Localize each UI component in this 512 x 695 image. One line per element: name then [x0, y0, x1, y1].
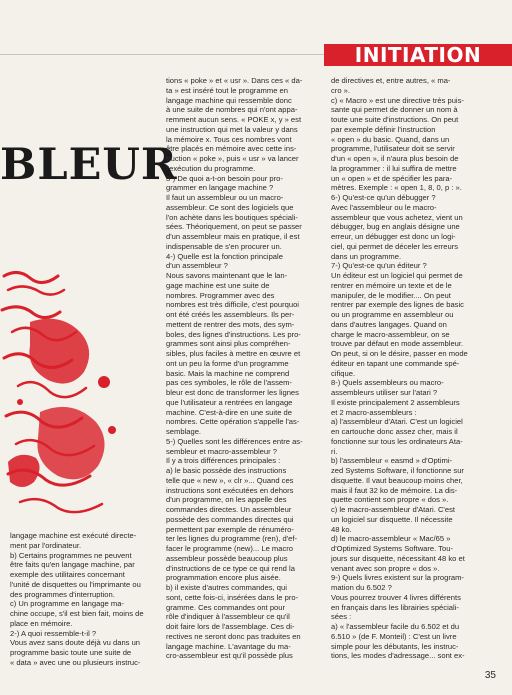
text-column-right: de directives et, entre autres, « ma- cro ». c) « Macro » est une directive très puis- sante qui permet de donner un nom à toute une suite d'instructions. On peut par exemple définir l'instruction « open » du basic. Quand, dans un programme, l'utilisateur doit se servir d'un « open », il n'aura plus besoin de la programmer : il lui suffira de mettre un « open » et de spécifier les para- mètres. Exemple : « open 1, 8, 0, p : ». 6-) Qu'est-ce qu'un débugger ? Avec l'assembleur ou le macro- assembleur que vous achetez, vient un débugger, bug en anglais désigne une erreur, un débugger est donc un logi- ciel, qui permet de déceler les erreurs dans un programme. 7-) Qu'est-ce qu'un éditeur ? Un éditeur est un logiciel qui permet de rentrer en mémoire un texte et de le manipuler, de le modifier.... On peut rentrer par exemple des lignes de basic ou un programme en assembleur ou dans d'autres langages. Quand on charge le macro-assembleur, on se trouve par défaut en mode assembleur. On peut, si on le désire, passer en mode éditeur en tapant une commande spé- cifique. 8-) Quels assembleurs ou macro- assembleurs utiliser sur l'atari ? Il existe principalement 2 assembleurs et 2 macro-assembleurs : a) l'assembleur d'Atari. C'est un logiciel en cartouche donc assez cher, mais il fonctionne sur tous les ordinateurs Ata- ri. b) l'assembleur « easmd » d'Optimi- zed Systems Software, il fonctionne sur disquette. Il vaut beaucoup moins cher, mais il faut 32 ko de mémoire. La dis- quette contient son propre « dos ». c) le macro-assembleur d'Atari. C'est un logiciel sur disquette. Il nécessite 48 ko. d) le macro-assembleur « Mac/65 » d'Optimized Systems Software. Tou- jours sur disquette, nécessitant 48 ko et venant avec son propre « dos ». 9-) Quels livres existent sur la program- mation du 6.502 ? Vous pourrez trouver 4 livres différents en français dans les librairies spéciali- sées : a) « l'assembleur facile du 6.502 et du 6.510 » (de F. Monteil) : C'est un livre simple pour les débutants, les instruc- tions, les modes d'adressage... sont ex- — [331, 76, 468, 661]
section-header — [0, 44, 512, 66]
text-column-left: langage machine est exécuté directe- ment par l'ordinateur. b) Certains programmes ne peuvent être faits qu'en langage machine, par exemple des utilitaires concernant l'unité de disquettes ou l'imprimante ou des programmes d'interruption. c) Un programme en langage ma- chine occupe, s'il est bien fait, moins de place en mémoire. 2-) A quoi ressemble-t-il ? Vous avez sans doute déjà vu dans un programme basic toute une suite de « data » avec une ou plusieurs instruc- — [10, 531, 144, 667]
red-ink-illustration — [0, 262, 130, 524]
article-title-fragment: BLEUR — [0, 140, 178, 190]
text-column-middle: tions « poke » et « usr ». Dans ces « da- ta » est inséré tout le programme en langage machine qui ressemble donc à une suite de nombres qui n'ont appa- remment aucun sens. « POKE x, y » est une instruction qui met la valeur y dans la mémoire x. Tous ces nombres vont être placés en mémoire avec cette ins- truction « poke », puis « usr » va lancer l'exécution du programme. 3-) De quoi a-t-on besoin pour pro- grammer en langage machine ? Il faut un assembleur ou un macro- assembleur. Ce sont des logiciels que l'on achète dans les boutiques spéciali- sées. Théoriquement, on peut se passer d'un assembleur mais en pratique, il est indispensable de s'en procurer un. 4-) Quelle est la fonction principale d'un assembleur ? Nous savons maintenant que le lan- gage machine est une suite de nombres. Programmer avec des nombres est très difficile, c'est pourquoi ont été créés les assembleurs. Ils per- mettent de rentrer des mots, des sym- boles, des lignes d'instructions. Les pro- grammes sont ainsi plus compréhen- sibles, plus faciles à mettre en œuvre et ont un peu la forme d'un programme basic. Mais la machine ne comprend pas ces symboles, le rôle de l'assem- bleur est donc de transformer les lignes que l'utilisateur a rentrées en langage machine. C'est-à-dire en une suite de nombres. Cette opération s'appelle l'as- semblage. 5-) Quelles sont les différences entre as- sembleur et macro-assembleur ? Il y a trois différences principales : a) le basic possède des instructions telle que « new », « clr »... Quand ces instructions sont exécutées en dehors d'un programme, on les appelle des commandes directes. Un assembleur possède des commandes directes qui permettent par exemple de rénuméro- ter les lignes du programme (ren), d'ef- facer le programme (new)... Le macro assembleur possède beaucoup plus d'instructions de ce type ce qui rend la programmation encore plus aisée. b) il existe d'autres commandes, qui sont, cette fois-ci, insérées dans le pro- gramme. Ces commandes ont pour rôle d'indiquer à l'assembleur ce qu'il doit faire lors de l'assemblage. Ces di- rectives ne seront donc pas traduites en langage machine. L'avantage du ma- cro-assembleur est qu'il possède plus — [166, 76, 303, 661]
section-label: INITIATION — [324, 44, 512, 66]
page-number: 35 — [484, 670, 496, 681]
